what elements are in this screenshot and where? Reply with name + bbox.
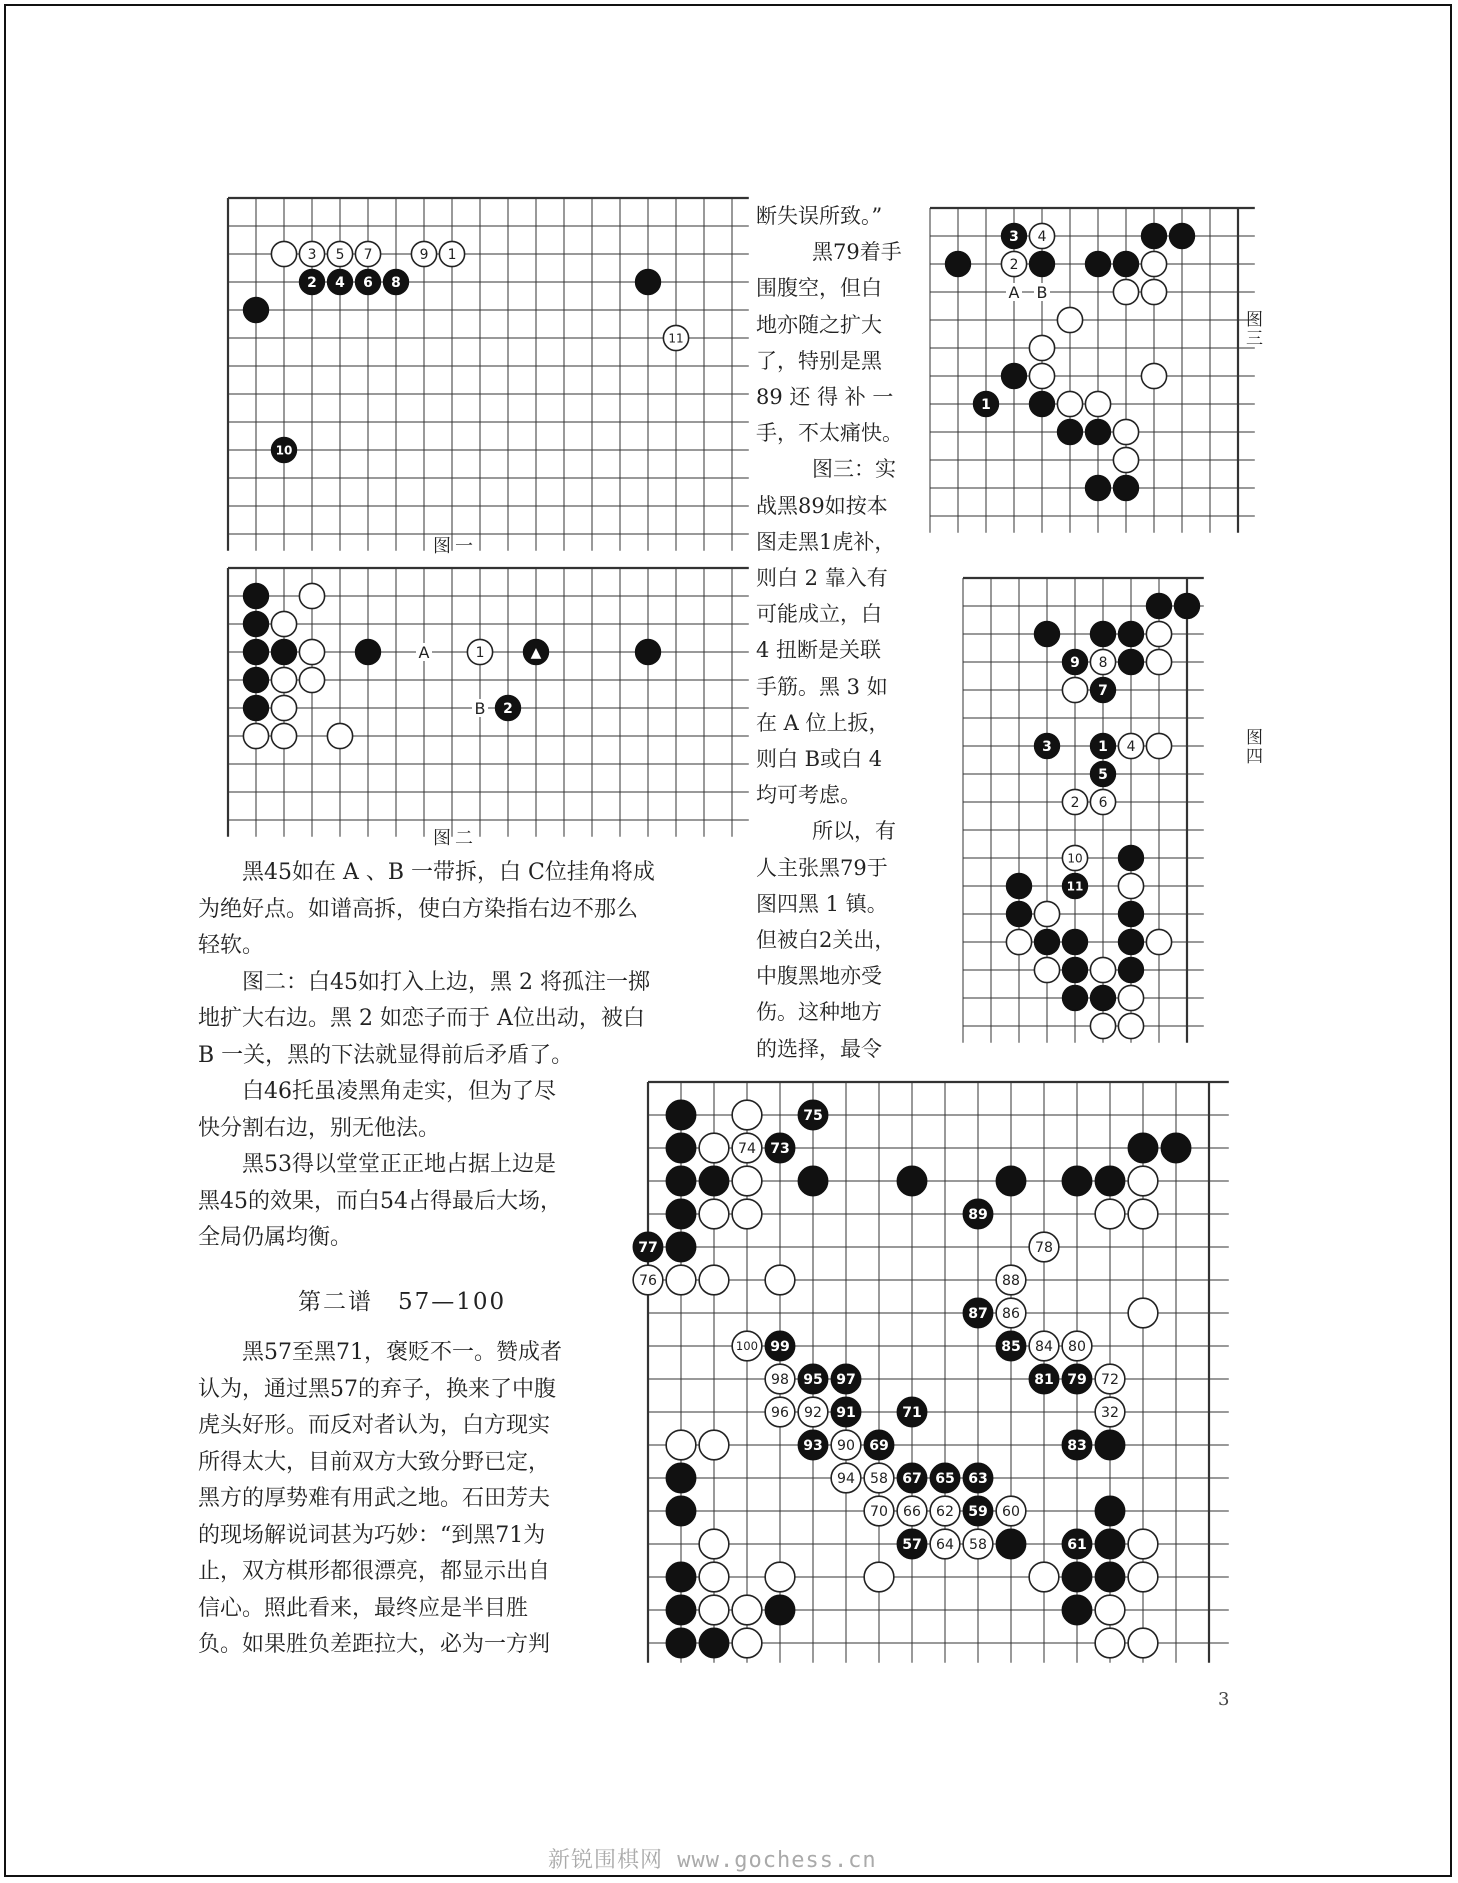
stone-move-number: 83 [1067, 1438, 1087, 1455]
white-stone [765, 1265, 795, 1295]
board-figure-3 [930, 208, 1266, 544]
white-stone [1141, 279, 1166, 304]
white-stone [732, 1595, 762, 1625]
white-stone [1141, 363, 1166, 388]
stone-move-number: 88 [1002, 1273, 1020, 1290]
black-stone [798, 1166, 828, 1196]
stone-move-number: 62 [936, 1504, 954, 1521]
board-marker-label: A [1008, 283, 1020, 302]
paragraph-line: 负。如果胜负差距拉大，必为一方判 [198, 1632, 551, 1657]
paragraph-line: 为绝好点。如谱高拆，使白方染指右边不那么 [198, 896, 639, 922]
black-stone [1141, 223, 1166, 248]
stone-move-number: 1 [475, 644, 485, 661]
stone-move-number: 100 [735, 1339, 759, 1354]
board-figure-1 [228, 198, 760, 562]
white-stone [1006, 929, 1031, 954]
white-stone [1146, 929, 1171, 954]
white-stone [699, 1265, 729, 1295]
stone-move-number: 61 [1067, 1537, 1087, 1554]
paragraph-line: 所得太大，目前双方大致分野已定， [198, 1449, 551, 1475]
stone-move-number: 4 [1037, 228, 1047, 245]
paragraph-line: 89 还 得 补 一 [756, 385, 894, 410]
white-stone [699, 1595, 729, 1625]
white-stone [271, 723, 296, 748]
white-stone [732, 1166, 762, 1196]
white-stone [699, 1529, 729, 1559]
white-stone [1095, 1595, 1125, 1625]
black-stone [1090, 621, 1115, 646]
paragraph-line: 黑57至黑71，褒贬不一。赞成者 [242, 1340, 562, 1365]
paragraph-line: 认为，通过黑57的弃子，换来了中腹 [198, 1376, 556, 1402]
paragraph-line: 黑45如在 A 、B 一带拆，白 C位挂角将成 [242, 860, 655, 885]
stone-move-number: 70 [870, 1504, 888, 1521]
stone-move-number: 6 [1098, 794, 1108, 811]
paragraph-line: 黑79着手 [812, 240, 902, 265]
white-stone [732, 1199, 762, 1229]
black-stone [1062, 929, 1087, 954]
white-stone [1029, 335, 1054, 360]
white-stone [1113, 447, 1138, 472]
page-number: 3 [1218, 1689, 1230, 1710]
stone-move-number: 9 [419, 246, 429, 263]
white-stone [1146, 621, 1171, 646]
stone-move-number: 64 [936, 1537, 954, 1554]
stone-move-number: 75 [803, 1108, 823, 1125]
black-stone [271, 639, 296, 664]
black-stone [243, 583, 268, 608]
white-stone [1128, 1166, 1158, 1196]
black-stone [635, 269, 660, 294]
black-stone [1085, 419, 1110, 444]
stone-move-number: 92 [804, 1405, 822, 1422]
white-stone [1128, 1298, 1158, 1328]
black-stone [1118, 649, 1143, 674]
board-figure-2 [228, 568, 760, 848]
white-stone [1090, 1013, 1115, 1038]
black-stone [1062, 1595, 1092, 1625]
black-stone [1095, 1496, 1125, 1526]
black-stone [1118, 621, 1143, 646]
black-stone [666, 1628, 696, 1658]
stone-move-number: 2 [1009, 256, 1019, 273]
black-stone [1128, 1133, 1158, 1163]
stone-move-number: 74 [738, 1141, 756, 1158]
stone-move-number: 69 [869, 1438, 889, 1455]
white-stone [1113, 419, 1138, 444]
black-stone [1118, 845, 1143, 870]
stone-move-number: 91 [836, 1405, 856, 1422]
paragraph-line: 虎头好形。而反对者认为，白方现实 [198, 1413, 551, 1438]
black-stone [666, 1463, 696, 1493]
paragraph-line: 中腹黑地亦受 [756, 964, 882, 989]
black-stone [666, 1595, 696, 1625]
paragraph-line: 战黑89如按本 [756, 493, 888, 518]
black-stone [945, 251, 970, 276]
black-stone [1057, 419, 1082, 444]
figure-4-caption: 图四 [1242, 728, 1262, 766]
stone-move-number: 10 [1067, 851, 1083, 866]
stone-move-number: 8 [1098, 654, 1108, 671]
white-stone [1113, 279, 1138, 304]
black-stone [1034, 929, 1059, 954]
stone-move-number: 76 [639, 1273, 657, 1290]
paragraph-line: 的选择，最令 [756, 1036, 882, 1061]
black-stone [1006, 901, 1031, 926]
white-stone [1128, 1562, 1158, 1592]
stone-move-number: 58 [969, 1537, 987, 1554]
black-stone [1062, 957, 1087, 982]
figure-1-caption: 图一 [433, 536, 477, 557]
stone-move-number: 99 [770, 1339, 790, 1356]
black-stone [996, 1529, 1026, 1559]
stone-move-number: 71 [902, 1405, 922, 1422]
paragraph-line: 的现场解说词甚为巧妙：“到黑71为 [198, 1522, 546, 1548]
stone-move-number: ▲ [530, 644, 542, 661]
black-stone [765, 1595, 795, 1625]
white-stone [1128, 1628, 1158, 1658]
stone-move-number: 73 [770, 1141, 790, 1158]
stone-move-number: 67 [902, 1471, 922, 1488]
stone-move-number: 4 [1126, 738, 1136, 755]
black-stone [1095, 1430, 1125, 1460]
stone-move-number: 57 [902, 1537, 922, 1554]
left-text-lower [198, 1335, 618, 1664]
black-stone [1113, 251, 1138, 276]
black-stone [1095, 1562, 1125, 1592]
paragraph-line: 黑方的厚势难有用武之地。石田芳夫 [198, 1486, 551, 1511]
board-marker-label: B [1036, 283, 1048, 302]
white-stone [299, 667, 324, 692]
white-stone [765, 1562, 795, 1592]
paragraph-line: 了，特别是黑 [756, 348, 882, 373]
white-stone [864, 1562, 894, 1592]
stone-move-number: 66 [903, 1504, 921, 1521]
stone-move-number: 58 [870, 1471, 888, 1488]
paragraph-line: 图二：白45如打入上边，黑 2 将孤注一掷 [242, 969, 650, 995]
paragraph-line: 伤。这种地方 [756, 1000, 882, 1025]
board-marker-label: B [474, 699, 486, 718]
white-stone [1146, 649, 1171, 674]
black-stone [243, 695, 268, 720]
board-main-game [638, 1082, 1242, 1676]
stone-move-number: 11 [668, 331, 684, 346]
black-stone [1085, 251, 1110, 276]
figure-3-caption: 图三 [1242, 310, 1262, 348]
stone-move-number: 7 [1098, 682, 1108, 699]
paragraph-line: 则白 2 靠入有 [756, 566, 888, 591]
white-stone [327, 723, 352, 748]
stone-move-number: 77 [638, 1240, 658, 1257]
stone-move-number: 11 [1066, 879, 1084, 894]
black-stone [1062, 985, 1087, 1010]
stone-move-number: 10 [275, 443, 293, 458]
stone-move-number: 80 [1068, 1339, 1086, 1356]
paragraph-line: 全局仍属均衡。 [198, 1225, 353, 1250]
stone-move-number: 2 [307, 274, 317, 291]
white-stone [699, 1562, 729, 1592]
stone-move-number: 5 [1098, 766, 1108, 783]
stone-move-number: 2 [1070, 794, 1080, 811]
paragraph-line: 图三：实 [812, 457, 896, 482]
white-stone [1090, 957, 1115, 982]
paragraph-line: 人主张黑79于 [756, 855, 888, 880]
white-stone [1118, 873, 1143, 898]
stone-move-number: 3 [1009, 228, 1019, 245]
black-stone [635, 639, 660, 664]
white-stone [1085, 391, 1110, 416]
white-stone [1034, 901, 1059, 926]
white-stone [1118, 1013, 1143, 1038]
black-stone [243, 639, 268, 664]
stone-move-number: 5 [335, 246, 345, 263]
white-stone [666, 1265, 696, 1295]
fig1-svg [228, 198, 760, 562]
paragraph-line: 黑53得以堂堂正正地占据上边是 [242, 1152, 556, 1177]
stone-move-number: 9 [1070, 654, 1080, 671]
white-stone [666, 1430, 696, 1460]
black-stone [1085, 475, 1110, 500]
white-stone [1128, 1529, 1158, 1559]
black-stone [1169, 223, 1194, 248]
black-stone [666, 1496, 696, 1526]
black-stone [1062, 1562, 1092, 1592]
stone-move-number: 90 [837, 1438, 855, 1455]
black-stone [1118, 957, 1143, 982]
black-stone [996, 1166, 1026, 1196]
stone-move-number: 65 [935, 1471, 955, 1488]
paragraph-line: 所以，有 [812, 819, 896, 844]
paragraph-line: 手，不太痛快。 [756, 421, 903, 446]
white-stone [732, 1628, 762, 1658]
black-stone [1034, 621, 1059, 646]
fig4-svg [963, 578, 1215, 1054]
stone-move-number: 1 [447, 246, 457, 263]
stone-move-number: 8 [391, 274, 401, 291]
black-stone [1062, 1166, 1092, 1196]
left-text-upper [198, 855, 718, 1257]
section-heading: 第二谱 57—100 [298, 1289, 507, 1315]
fig3-svg [930, 208, 1266, 544]
paragraph-line: B 一关，黑的下法就显得前后矛盾了。 [198, 1042, 574, 1068]
white-stone [1095, 1628, 1125, 1658]
white-stone [1095, 1199, 1125, 1229]
white-stone [1146, 733, 1171, 758]
white-stone [699, 1430, 729, 1460]
black-stone [243, 297, 268, 322]
black-stone [1113, 475, 1138, 500]
paragraph-line: 但被白2关出， [756, 928, 896, 953]
stone-move-number: 97 [836, 1372, 856, 1389]
paragraph-line: 断失误所致。” [756, 204, 883, 228]
white-stone [271, 667, 296, 692]
board-marker-label: A [418, 643, 430, 662]
stone-move-number: 81 [1034, 1372, 1054, 1389]
stone-move-number: 6 [363, 274, 373, 291]
paragraph-line: 均可考虑。 [756, 783, 861, 808]
paragraph-line: 4 扭断是关联 [756, 638, 882, 663]
black-stone [897, 1166, 927, 1196]
stone-move-number: 98 [771, 1372, 789, 1389]
paragraph-line: 可能成立，白 [756, 602, 882, 627]
stone-move-number: 59 [968, 1504, 988, 1521]
stone-move-number: 7 [363, 246, 373, 263]
footer-watermark: 新锐围棋网 www.gochess.cn [548, 1848, 877, 1873]
black-stone [1095, 1529, 1125, 1559]
stone-move-number: 85 [1001, 1339, 1021, 1356]
stone-move-number: 94 [837, 1471, 855, 1488]
stone-move-number: 3 [307, 246, 317, 263]
white-stone [1029, 1562, 1059, 1592]
black-stone [1001, 363, 1026, 388]
stone-move-number: 86 [1002, 1306, 1020, 1323]
white-stone [271, 241, 296, 266]
white-stone [1062, 677, 1087, 702]
paragraph-line: 图四黑 1 镇。 [756, 891, 888, 916]
stone-move-number: 1 [1098, 738, 1108, 755]
stone-move-number: 32 [1101, 1405, 1119, 1422]
paragraph-line: 快分割右边，别无他法。 [198, 1115, 441, 1141]
stone-move-number: 84 [1035, 1339, 1053, 1356]
stone-move-number: 95 [803, 1372, 823, 1389]
black-stone [1146, 593, 1171, 618]
white-stone [1057, 391, 1082, 416]
white-stone [732, 1100, 762, 1130]
black-stone [1174, 593, 1199, 618]
black-stone [1006, 873, 1031, 898]
black-stone [699, 1628, 729, 1658]
white-stone [1057, 307, 1082, 332]
main-svg [638, 1082, 1242, 1676]
black-stone [243, 611, 268, 636]
paragraph-line: 白46托虽凌黑角走实，但为了尽 [242, 1079, 556, 1104]
paragraph-line: 手筋。黑 3 如 [756, 674, 888, 699]
stone-move-number: 1 [981, 396, 991, 413]
stone-move-number: 87 [968, 1306, 988, 1323]
black-stone [1029, 251, 1054, 276]
white-stone [1141, 251, 1166, 276]
paragraph-line: 则白 B或白 4 [756, 747, 883, 772]
right-text-column [756, 198, 918, 1067]
stone-move-number: 4 [335, 274, 345, 291]
stone-move-number: 60 [1002, 1504, 1020, 1521]
stone-move-number: 72 [1101, 1372, 1119, 1389]
stone-move-number: 93 [803, 1438, 823, 1455]
black-stone [355, 639, 380, 664]
black-stone [666, 1562, 696, 1592]
black-stone [1118, 901, 1143, 926]
stone-move-number: 63 [968, 1471, 988, 1488]
paragraph-line: 黑45的效果，而白54占得最后大场， [198, 1188, 562, 1214]
fig2-svg [228, 568, 760, 848]
paragraph-line: 在 A 位上扳， [756, 710, 890, 735]
paragraph-line: 信心。照此看来，最终应是半目胜 [198, 1595, 529, 1621]
stone-move-number: 78 [1035, 1240, 1053, 1257]
white-stone [299, 639, 324, 664]
white-stone [1034, 957, 1059, 982]
paragraph-line: 图走黑1虎补， [756, 529, 896, 554]
board-figure-4 [963, 578, 1215, 1054]
black-stone [1161, 1133, 1191, 1163]
paragraph-line: 地扩大右边。黑 2 如恋子而于 A位出动，被白 [198, 1006, 645, 1031]
paragraph-line: 止，双方棋形都很漂亮，都显示出自 [198, 1559, 551, 1584]
stone-move-number: 89 [968, 1207, 988, 1224]
white-stone [1118, 985, 1143, 1010]
white-stone [271, 611, 296, 636]
stone-move-number: 3 [1042, 738, 1052, 755]
paragraph-line: 围腹空，但白 [756, 276, 882, 301]
black-stone [1095, 1166, 1125, 1196]
black-stone [1118, 929, 1143, 954]
white-stone [1128, 1199, 1158, 1229]
white-stone [243, 723, 268, 748]
figure-2-caption: 图二 [433, 828, 477, 849]
white-stone [271, 695, 296, 720]
stone-move-number: 79 [1067, 1372, 1087, 1389]
stone-move-number: 96 [771, 1405, 789, 1422]
black-stone [1029, 391, 1054, 416]
paragraph-line: 轻软。 [198, 933, 265, 958]
white-stone [1029, 363, 1054, 388]
paragraph-line: 地亦随之扩大 [756, 312, 882, 337]
black-stone [1090, 985, 1115, 1010]
stone-move-number: 2 [503, 700, 513, 717]
white-stone [299, 583, 324, 608]
black-stone [243, 667, 268, 692]
